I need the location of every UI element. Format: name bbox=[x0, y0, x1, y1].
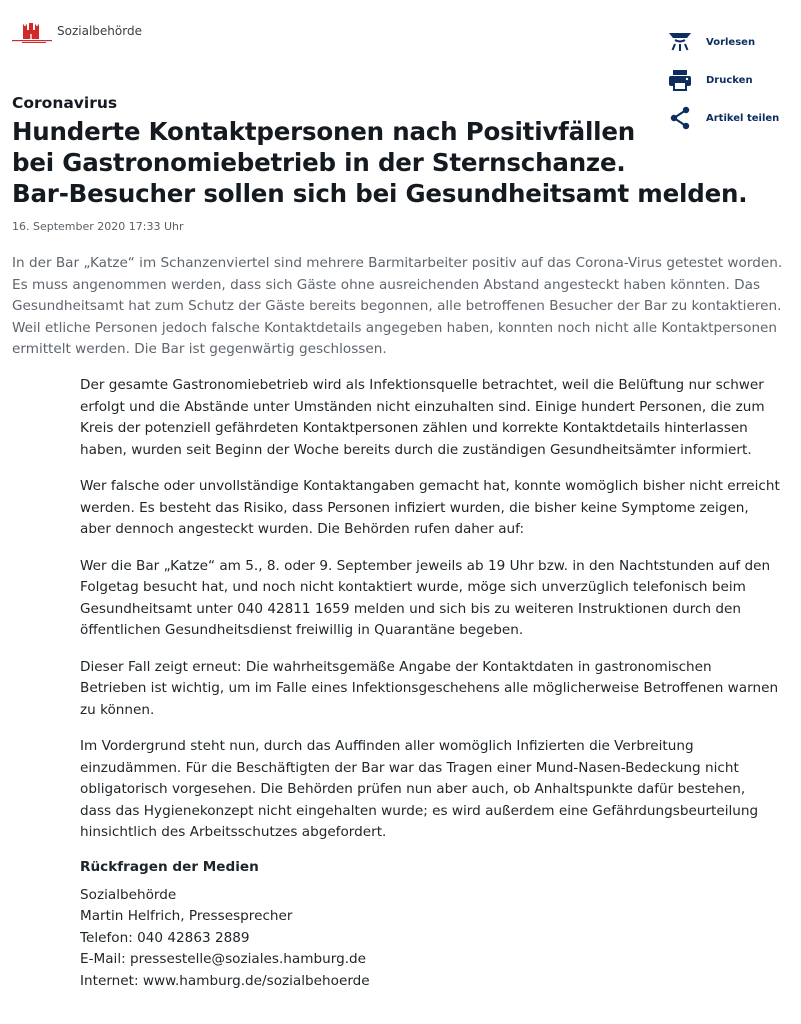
media-contact bbox=[80, 885, 780, 993]
article-body bbox=[80, 375, 780, 992]
read-aloud-label: Vorlesen bbox=[706, 36, 756, 48]
read-aloud-icon bbox=[666, 28, 694, 56]
hamburg-castle-icon bbox=[12, 22, 52, 44]
body-paragraph: Wer falsche oder unvollständige Kontaktangaben gemacht hat, konnte womöglich bisher nicht erreicht werden. Es besteht das Risiko, dass Personen infiziert wurden, die bisher keine Symptome zeigen, aber dennoch angesteckt wurden. Die Behörden rufen daher auf: bbox=[80, 478, 780, 537]
contact-phone: Telefon: 040 42863 2889 bbox=[80, 929, 250, 946]
org-name: Sozialbehörde bbox=[57, 24, 142, 38]
body-paragraph: Dieser Fall zeigt erneut: Die wahrheitsgemäße Angabe der Kontaktdaten in gastronomischen Betrieben ist wichtig, um im Falle eines Infektionsgeschehens alle möglicherweise Betroffenen warnen zu können. bbox=[80, 658, 779, 718]
headline-line: Bar-Besucher sollen sich bei Gesundheitsamt melden. bbox=[12, 179, 748, 208]
contact-org: Sozialbehörde bbox=[80, 886, 177, 903]
body-paragraph: Der gesamte Gastronomiebetrieb wird als Infektionsquelle betrachtet, weil die Belüftung nur schwer erfolgt und die Abstände unter Umständen nicht einzuhalten sind. Einige hundert Personen, die zum Kreis der potenziell gefährdeten Kontaktpersonen zählen und korrekte Kontaktdetails hinterlassen haben, wurden seit Beginn der Woche bereits durch die zuständigen Gesundheitsämter informiert. bbox=[80, 377, 765, 458]
contact-person: Martin Helfrich, Pressesprecher bbox=[80, 908, 293, 924]
read-aloud-button[interactable] bbox=[666, 28, 779, 56]
publish-date: 16. September 2020 17:33 Uhr bbox=[12, 220, 184, 233]
headline-line: bei Gastronomiebetrieb in der Sternschanze. bbox=[12, 148, 626, 177]
print-label: Drucken bbox=[706, 74, 753, 86]
media-contact-heading: Rückfragen der Medien bbox=[80, 858, 259, 875]
printer-icon bbox=[666, 66, 694, 94]
body-paragraph: Im Vordergrund steht nun, durch das Auffinden aller womöglich Infizierten die Verbreitung einzudämmen. Für die Beschäftigten der Bar war das Tragen einer Mund-Nasen-Bedeckung nicht obligatorisch vorgesehen. Die Behörden prüfen nun aber auch, ob Anhaltspunkte dafür bestehen, dass das Hygienekonzept nicht eingehalten wurde; es wird außerdem eine Gefährdungsbeurteilung hinsichtlich des Arbeitsschutzes abgefordert. bbox=[80, 738, 759, 840]
sozialbehoerde-logo[interactable] bbox=[12, 22, 142, 44]
contact-email[interactable]: E-Mail: pressestelle@soziales.hamburg.de bbox=[80, 951, 367, 967]
article-headline bbox=[12, 116, 752, 209]
article-kicker: Coronavirus bbox=[12, 94, 118, 112]
contact-website[interactable]: Internet: www.hamburg.de/sozialbehoerde bbox=[80, 972, 370, 989]
print-button[interactable] bbox=[666, 66, 779, 94]
article-lead: In der Bar „Katze“ im Schanzenviertel sind mehrere Barmitarbeiter positiv auf das Corona-Virus getestet worden. Es muss angenommen werden, dass sich Gäste ohne ausreichenden Abstand angesteckt haben könnten. Das Gesundheitsamt hat zum Schutz der Gäste bereits begonnen, alle betroffenen Besucher der Bar zu kontaktieren. Weil etliche Personen jedoch falsche Kontaktdetails angegeben haben, konnten noch nicht alle Kontaktpersonen ermittelt werden. Die Bar ist gegenwärtig geschlossen. bbox=[12, 255, 783, 357]
headline-line: Hunderte Kontaktpersonen nach Positivfällen bbox=[12, 117, 636, 146]
body-paragraph: Wer die Bar „Katze“ am 5., 8. oder 9. September jeweils ab 19 Uhr bzw. in den Nachtstunden auf den Folgetag besucht hat, und noch nicht kontaktiert wurde, möge sich unverzüglich telefonisch beim Gesundheitsamt unter 040 42811 1659 melden und sich bis zu weiteren Instruktionen durch den öffentlichen Gesundheitsdienst freiwillig in Quarantäne begeben. bbox=[80, 557, 771, 638]
share-article-label: Artikel teilen bbox=[706, 112, 780, 124]
